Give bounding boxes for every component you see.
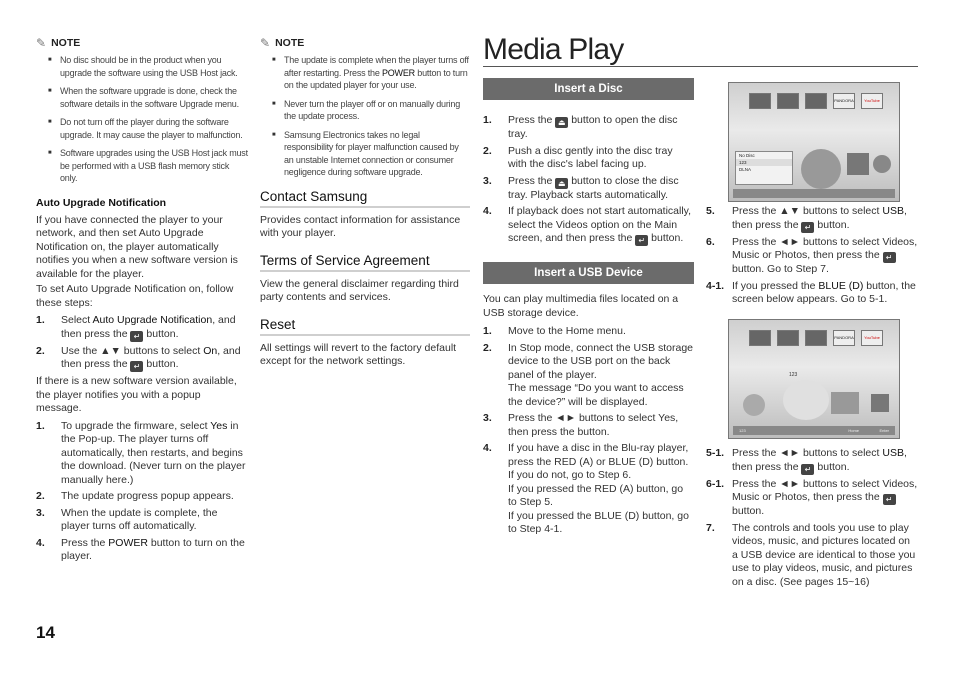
- auto-upgrade-heading: Auto Upgrade Notification: [36, 196, 167, 209]
- reset-heading: Reset: [260, 317, 470, 336]
- steps-list: [36, 314, 248, 372]
- column-1: [36, 36, 248, 567]
- note-item: ■ Samsung Electronics takes no legal responsibility for player malfunction caused by an unstable Internet connection or consumer negligence during software upgrade.: [284, 129, 470, 179]
- note-item: ■ Never turn the player off or on manually during the update process.: [284, 98, 470, 123]
- usb-device-label: 123: [789, 372, 798, 378]
- eject-icon: ⏏: [555, 178, 568, 189]
- terms-text: View the general disclaimer regarding third party contents and services.: [260, 277, 459, 303]
- column-2: [260, 36, 470, 369]
- steps-list: [706, 205, 918, 310]
- usb-drive-image: [783, 380, 829, 420]
- menu-tile: [749, 330, 771, 346]
- step-item: 3. Press the ⏏ button to close the disc tray. Playback starts automatically.: [483, 174, 679, 201]
- enter-icon: ↵: [801, 464, 814, 475]
- step-item: 3. When the update is complete, the player turns off automatically.: [36, 506, 218, 532]
- note-list: [36, 54, 248, 185]
- step-item: 4. Press the POWER button to turn on the player.: [36, 536, 245, 562]
- step-item: 2. Push a disc gently into the disc tray with the disc's label facing up.: [483, 144, 673, 170]
- pencil-icon: ✎: [260, 36, 271, 50]
- note-item: ■ Software upgrades using the USB Host jack must be performed with a USB flash memory stick only.: [60, 147, 248, 185]
- enter-icon: ↵: [635, 235, 648, 246]
- step-item: 1. Select Auto Upgrade Notification, and then press the ↵ button.: [36, 314, 236, 341]
- usb-item: 123: [736, 159, 792, 166]
- menu-tile: YouTube: [861, 93, 883, 109]
- step-item: 6. Press the ◄► buttons to select Videos, Music or Photos, then press the ↵ button. Go to Step 7.: [706, 235, 918, 275]
- paragraph: If there is a new software version available, the player notifies you with a popup message.: [36, 375, 237, 414]
- terms-heading: Terms of Service Agreement: [260, 253, 470, 272]
- menu-tile: PANDORA: [833, 93, 855, 109]
- enter-icon: ↵: [801, 222, 814, 233]
- step-item: 2. Use the ▲▼ buttons to select On, and then press the ↵ button.: [36, 344, 241, 371]
- steps-list: [36, 420, 248, 564]
- eject-icon: ⏏: [555, 117, 568, 128]
- menu-tile: [805, 93, 827, 109]
- photo-thumb: [847, 153, 869, 175]
- photo-thumb: [831, 392, 859, 414]
- note-label: NOTE: [51, 37, 81, 49]
- note-list: [260, 54, 470, 179]
- dlna-item: DLNA: [739, 167, 752, 172]
- footer-bar: [733, 189, 895, 198]
- step-item: 4-1. If you pressed the BLUE (D) button, the screen below appears. Go to 5-1.: [706, 279, 916, 305]
- home-screen-disc-screenshot: [728, 82, 900, 202]
- paragraph: To set Auto Upgrade Notification on, follow these steps:: [36, 283, 234, 309]
- step-item: 1. Move to the Home menu.: [483, 325, 626, 337]
- note-item: ■ When the software upgrade is done, check the software details in the software Upgrade menu.: [60, 85, 248, 110]
- reset-text: All settings will revert to the factory default except for the network settings.: [260, 341, 457, 367]
- note-item: ■ No disc should be in the product when you upgrade the software using the USB Host jack.: [60, 54, 248, 79]
- step-item: 7. The controls and tools you use to play videos, music, and pictures located on a USB device are identical to those you use to play videos, music, and pictures on a disc. (See pages 15~16): [706, 521, 916, 588]
- enter-icon: ↵: [130, 361, 143, 372]
- note-heading: [260, 36, 470, 50]
- step-item: 1. To upgrade the firmware, select Yes in the Pop-up. The player turns off automatically, then restarts, and begins the download. (Never turn on the player manually here.): [36, 419, 246, 486]
- disc-image: [743, 394, 765, 416]
- step-item: 5. Press the ▲▼ buttons to select USB, then press the ↵ button.: [706, 205, 907, 232]
- menu-tile: [777, 93, 799, 109]
- step-item: 1. Press the ⏏ button to open the disc tray.: [483, 114, 678, 140]
- page-title: Media Play: [483, 34, 918, 67]
- no-disc-label: No Disc: [739, 153, 755, 158]
- menu-tile: PANDORA: [833, 330, 855, 346]
- insert-usb-banner: Insert a USB Device: [483, 262, 694, 284]
- step-item: 4. If playback does not start automatically, select the Videos option on the Main screen, and then press the ↵ button.: [483, 205, 692, 245]
- note-item: ■ The update is complete when the player turns off after restarting. Press the POWER button to turn on the updated player for your use.: [284, 54, 470, 92]
- pencil-icon: ✎: [36, 36, 47, 50]
- usb-intro: You can play multimedia files located on a USB storage device.: [483, 293, 679, 319]
- note-item: ■ Do not turn off the player during the software upgrade. It may cause the player to malfunction.: [60, 116, 248, 141]
- enter-icon: ↵: [883, 494, 896, 505]
- paragraph: If you have connected the player to your network, and then set Auto Upgrade Notification on, the player automatically notifies you when a new software version is available for the player.: [36, 213, 238, 280]
- home-screen-usb-screenshot: [728, 319, 900, 439]
- enter-icon: ↵: [883, 252, 896, 263]
- step-item: 3. Press the ◄► buttons to select Yes, then press the button.: [483, 412, 679, 438]
- menu-tile: [805, 330, 827, 346]
- note-label: NOTE: [275, 37, 305, 49]
- contact-samsung-heading: Contact Samsung: [260, 189, 470, 208]
- steps-list: [483, 114, 694, 246]
- note-heading: [36, 36, 248, 50]
- steps-list: [483, 325, 694, 537]
- step-item: 4. If you have a disc in the Blu-ray player, press the RED (A) or BLUE (D) button. If you do not, go to Step 6. If you pressed the RED (A) button, go to Step 5. If you pressed the BLUE (D) button, go to Step 4-1.: [483, 442, 689, 535]
- menu-tile: [749, 93, 771, 109]
- step-item: 2. The update progress popup appears.: [36, 490, 234, 502]
- column-3: [483, 78, 694, 540]
- step-item: 2. In Stop mode, connect the USB storage device to the USB port on the back panel of the player. The message “Do you want to access the device?” will be displayed.: [483, 341, 694, 408]
- disc-image: [801, 149, 841, 189]
- device-list: [735, 151, 793, 185]
- footer-bar: 123 Home Enter: [733, 426, 895, 435]
- menu-tile: [777, 330, 799, 346]
- steps-list: [706, 447, 918, 592]
- contact-text: Provides contact information for assistance with your player.: [260, 213, 461, 239]
- insert-disc-banner: Insert a Disc: [483, 78, 694, 100]
- menu-tile: YouTube: [861, 330, 883, 346]
- photo-thumb: [871, 394, 889, 412]
- step-item: 6-1. Press the ◄► buttons to select Videos, Music or Photos, then press the ↵ button.: [706, 477, 918, 517]
- step-item: 5-1. Press the ◄► buttons to select USB, then press the ↵ button.: [706, 447, 907, 474]
- enter-icon: ↵: [130, 331, 143, 342]
- page-number: 14: [36, 623, 55, 642]
- photo-thumb: [873, 155, 891, 173]
